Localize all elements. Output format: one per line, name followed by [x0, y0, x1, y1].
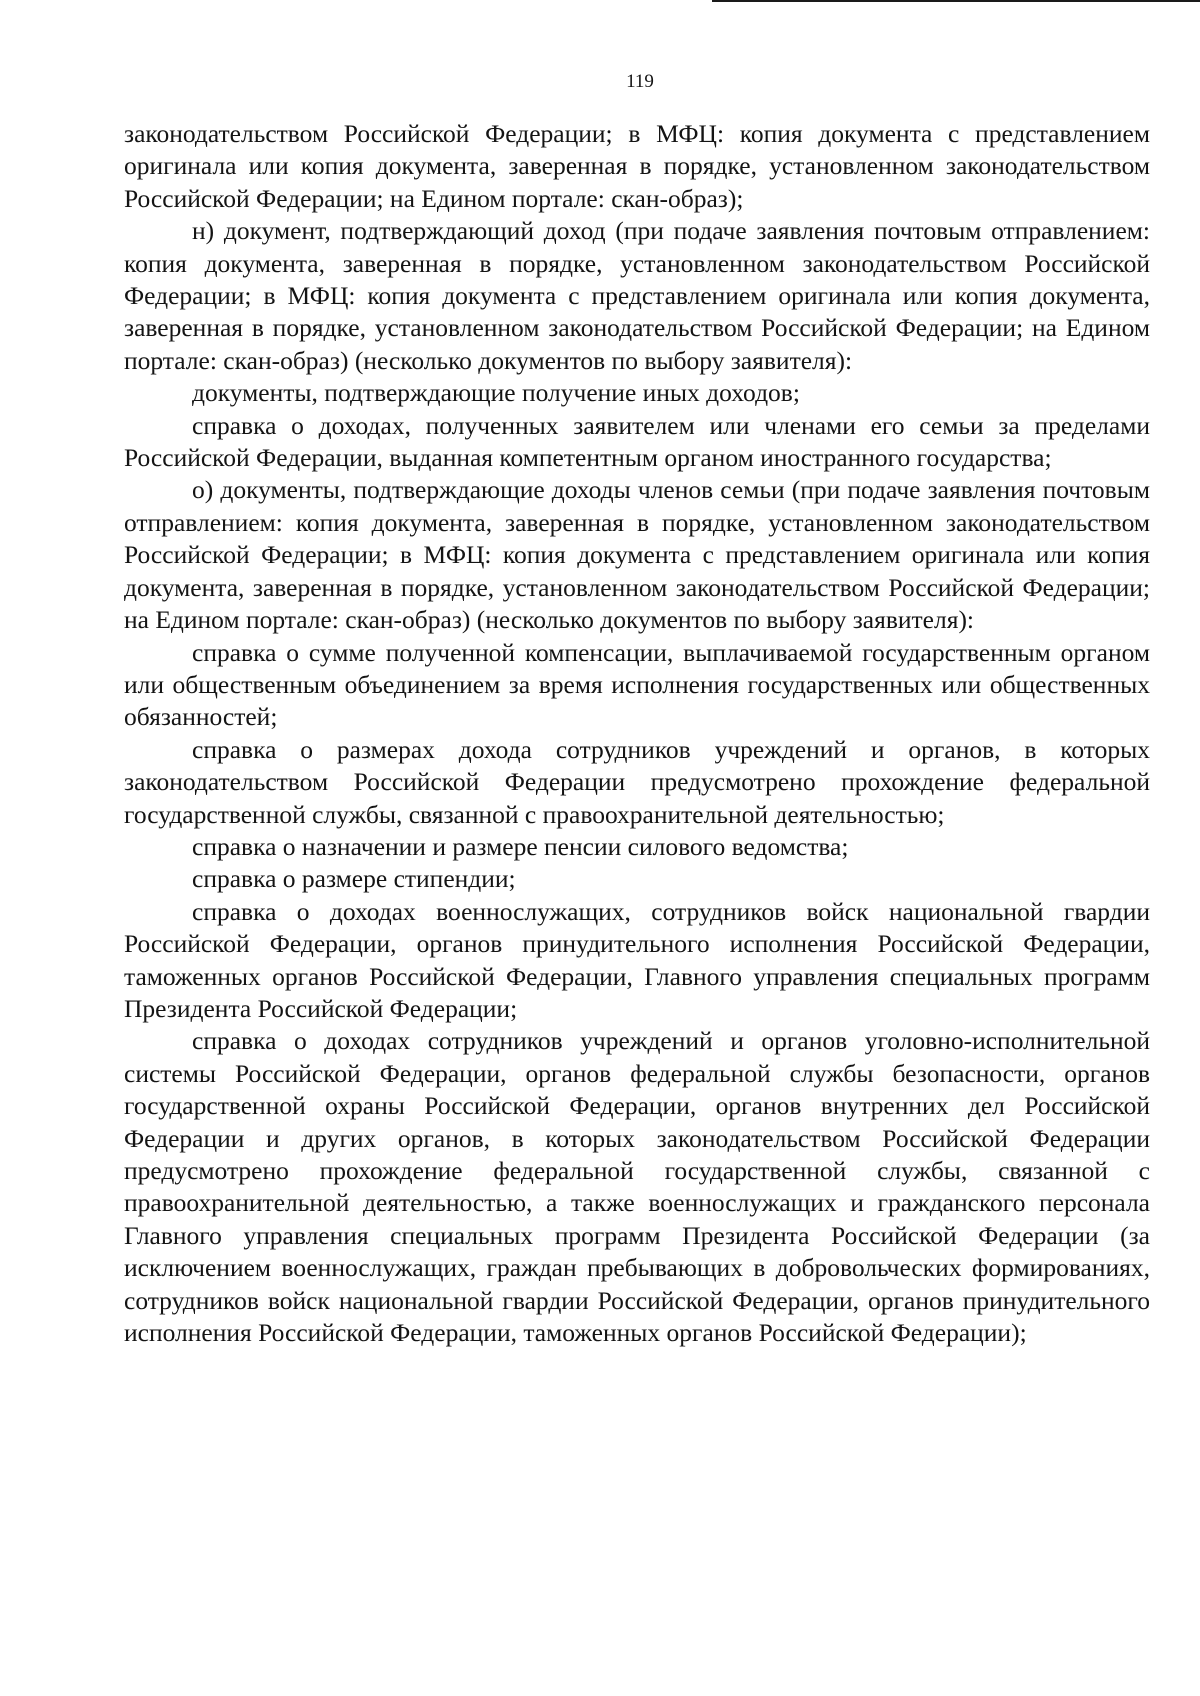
paragraph-penal-system-income: справка о доходах сотрудников учреждений и органов уголовно-исполнительной системы Российской Федерации, органов федеральной службы безопасности, органов государственной охраны Российской Федерации, органов внутренних дел Российской Федерации и других органов, в которых законодательством Российской Федерации предусмотрено прохождение федеральной государственной службы, связанной с правоохранительной деятельностью, а также военнослужащих и гражданского персонала Главного управления специальных программ Президента Российской Федерации (за исключением военнослужащих, граждан пребывающих в добровольческих формированиях, сотрудников войск национальной гвардии Российской Федерации, органов принудительного исполнения Российской Федерации, таможенных органов Российской Федерации); [124, 1026, 1150, 1348]
paragraph-pension-certificate: справка о назначении и размере пенсии силового ведомства; [192, 831, 849, 861]
paragraph-stipend-certificate: справка о размере стипендии; [192, 864, 516, 894]
document-body [124, 118, 1150, 1349]
paragraph-law-enforcement-income: справка о размерах дохода сотрудников учреждений и органов, в которых законодательством Российской Федерации предусмотрено прохождение федеральной государственной службы, связанной с правоохранительной деятельностью; [124, 734, 1150, 829]
paragraph-continuation: законодательством Российской Федерации; в МФЦ: копия документа с представлением оригинала или копия документа, заверенная в порядке, установленном законодательством Российской Федерации; на Едином портале: скан-образ); [124, 119, 1150, 213]
page-number: 119 [626, 71, 654, 92]
scan-edge-line [712, 0, 1200, 2]
paragraph-compensation-certificate: справка о сумме полученной компенсации, выплачиваемой государственным органом или общественным объединением за время исполнения государственных или общественных обязанностей; [124, 637, 1150, 732]
paragraph-other-income-docs: документы, подтверждающие получение иных доходов; [192, 378, 800, 408]
paragraph-foreign-income-certificate: справка о доходах, полученных заявителем или членами его семьи за пределами Российской Федерации, выданная компетентным органом иностранного государства; [124, 410, 1150, 473]
paragraph-item-o: о) документы, подтверждающие доходы членов семьи (при подаче заявления почтовым отправлением: копия документа, заверенная в порядке, установленном законодательством Российской Федерации; в МФЦ: копия документа с представлением оригинала или копия документа, заверенная в порядке, установленном законодательством Российской Федерации; на Едином портале: скан-образ) (несколько документов по выбору заявителя): [124, 475, 1150, 635]
paragraph-item-n: н) документ, подтверждающий доход (при подаче заявления почтовым отправлением: копия документа, заверенная в порядке, установленном законодательством Российской Федерации; в МФЦ: копия документа с представлением оригинала или копия документа, заверенная в порядке, установленном законодательством Российской Федерации; на Едином портале: скан-образ) (несколько документов по выбору заявителя): [124, 216, 1150, 375]
paragraph-military-income: справка о доходах военнослужащих, сотрудников войск национальной гвардии Российской Федерации, органов принудительного исполнения Российской Федерации, таможенных органов Российской Федерации, Главного управления специальных программ Президента Российской Федерации; [124, 896, 1150, 1023]
